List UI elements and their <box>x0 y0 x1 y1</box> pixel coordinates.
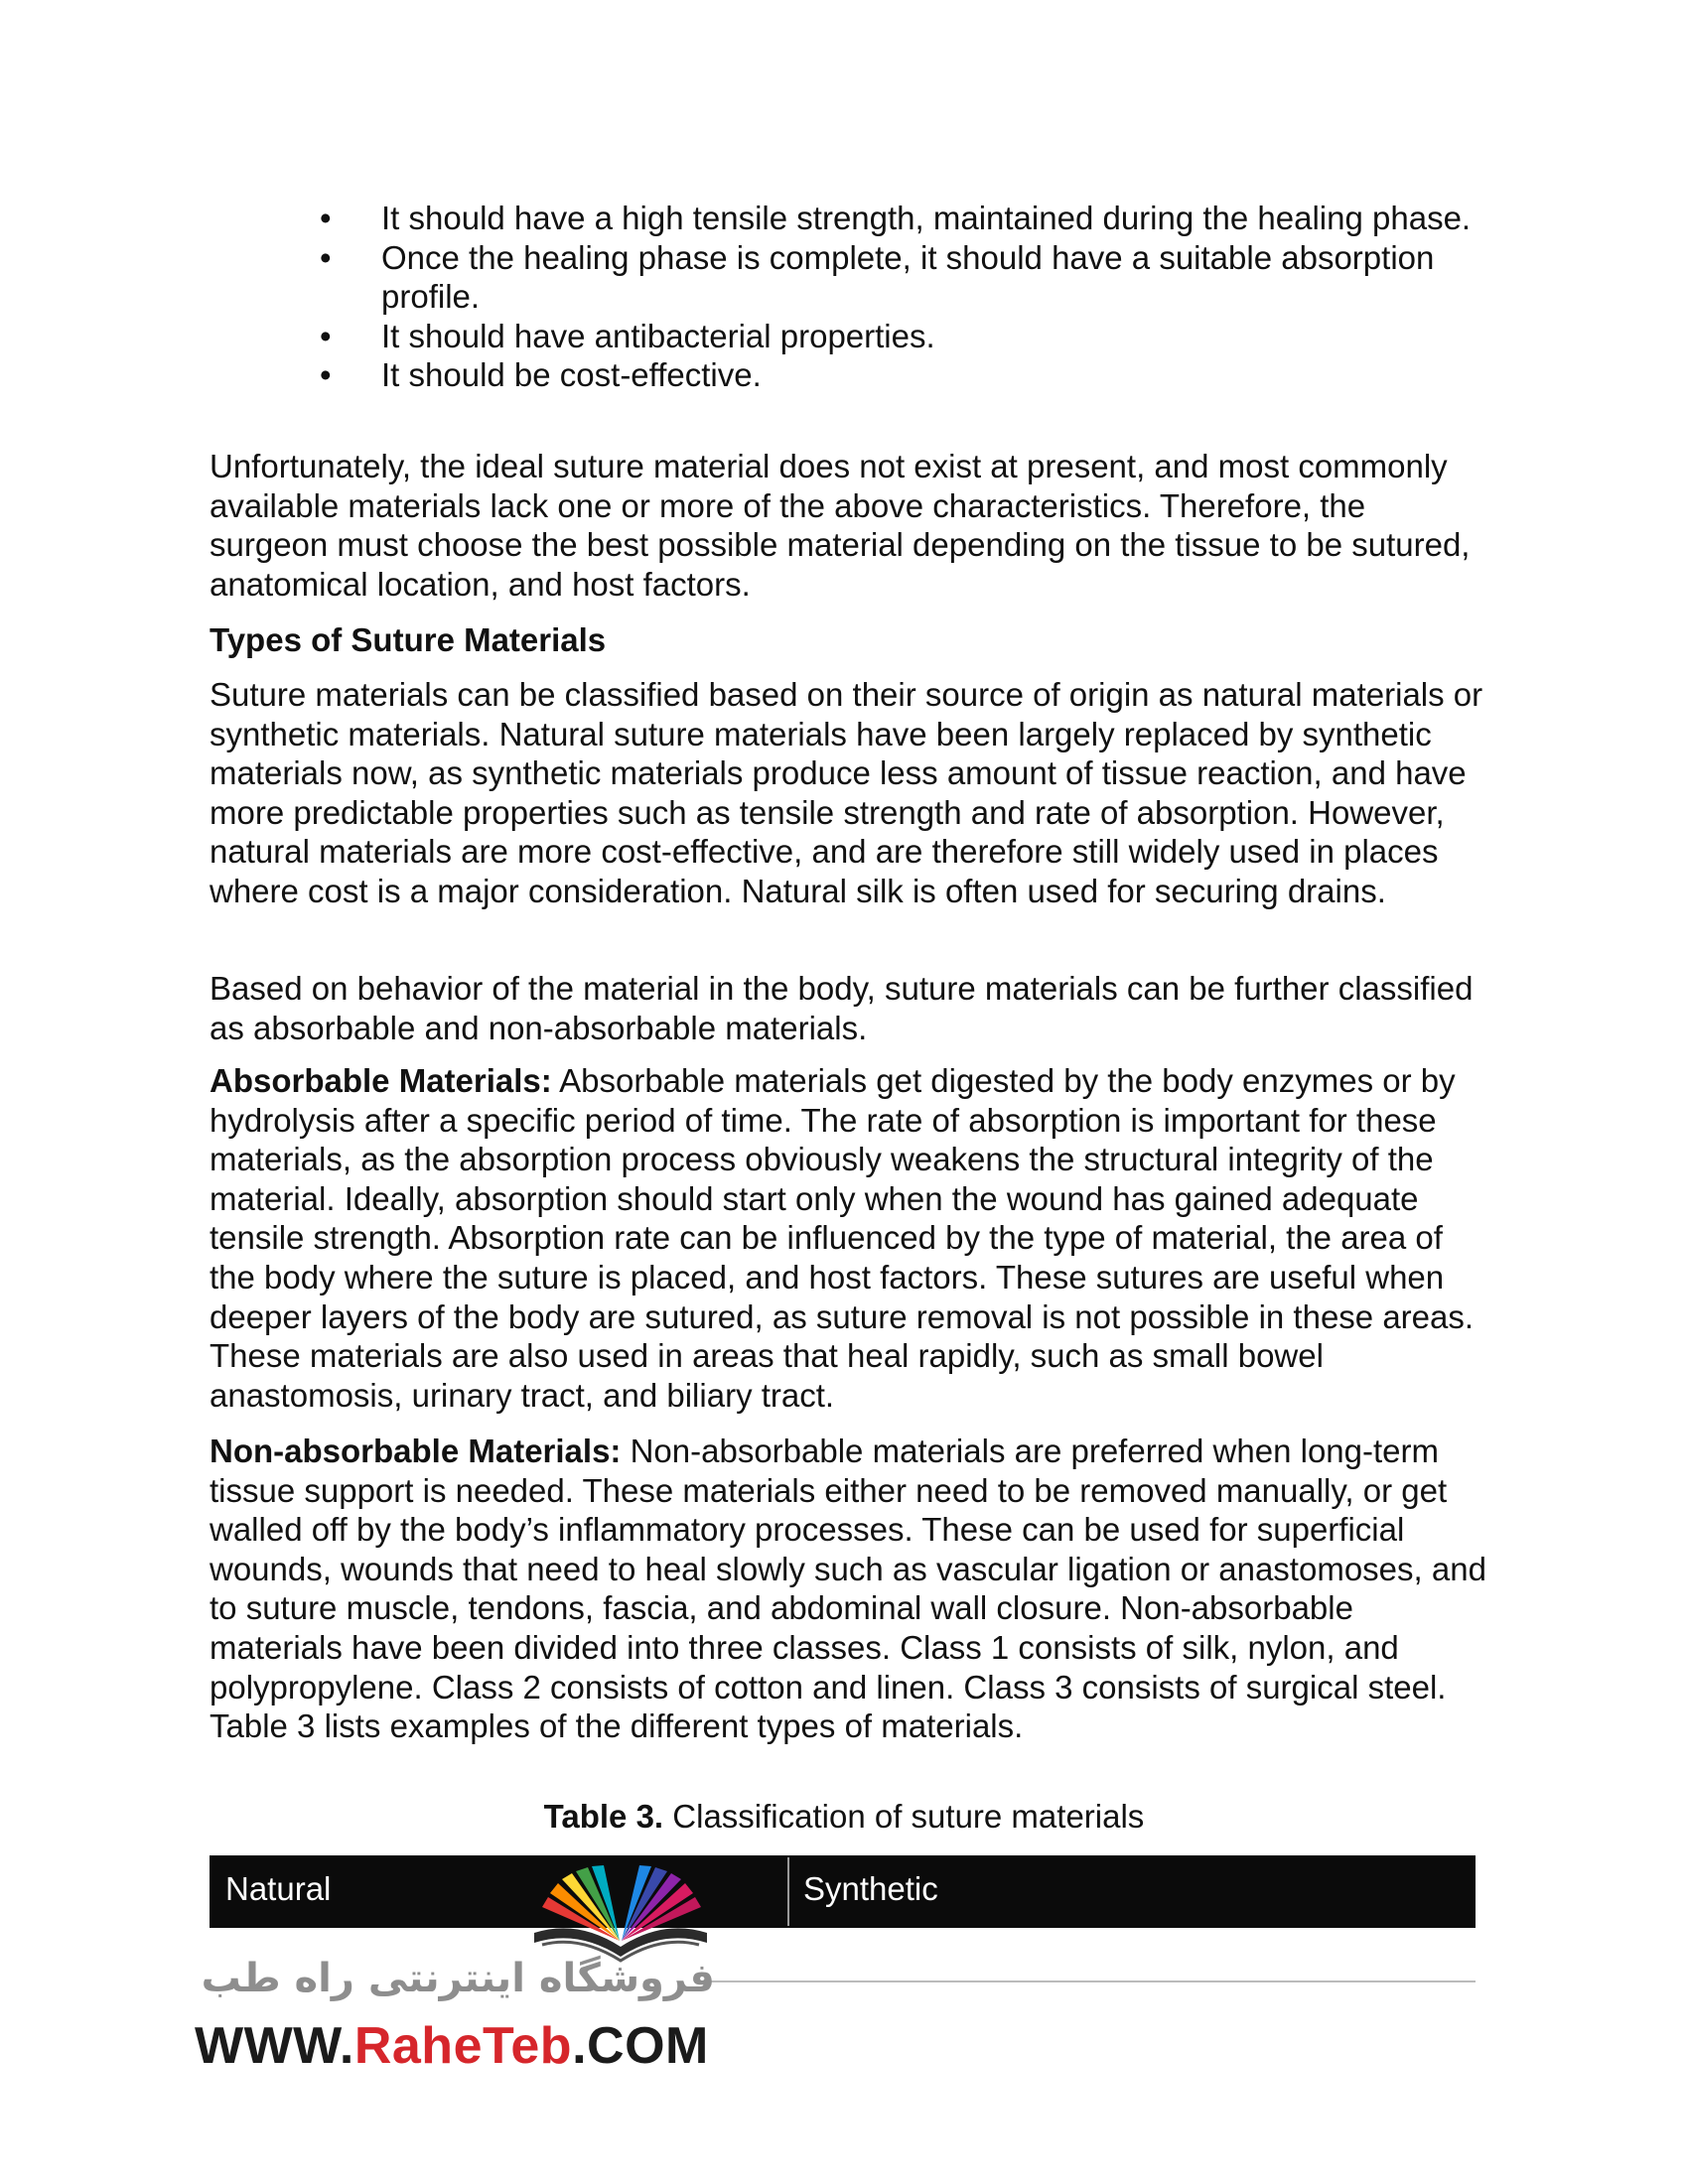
absorbable-label: Absorbable Materials: <box>210 1062 552 1099</box>
watermark-url: WWW.RaheTeb.COM <box>195 2017 709 2075</box>
list-item: • Once the healing phase is complete, it should have a suitable absorption profile. <box>320 238 1435 315</box>
bullet-icon: • <box>320 317 332 354</box>
non-absorbable-paragraph: Non-absorbable Materials: Non-absorbable materials are preferred when long-term tissue support is needed. These materials either need to be removed manually, or get walled off by the body’s inflammatory processes. These can be used for superficial wounds, wounds that need to heal slowly such as vascular ligation or anastomoses, and to suture muscle, tendons, fascia, and abdominal wall closure. Non-absorbable materials have been divided into three classes. Class 1 consists of silk, nylon, and polypropylene. Class 2 consists of cotton and linen. Class 3 consists of surgical steel. Table 3 lists examples of the different types of materials. <box>210 1433 1486 1745</box>
bullet-icon: • <box>320 356 332 393</box>
table-caption: Table 3. Classification of suture materials <box>543 1798 1145 1835</box>
table-header-row <box>210 1855 1476 1928</box>
behavior-paragraph: Based on behavior of the material in the body, suture materials can be further classified as absorbable and non-absorbable materials. <box>210 970 1474 1046</box>
watermark-persian-text: فروشگاه اینترنتی راه طب <box>201 1956 715 2001</box>
list-item: • It should have a high tensile strength, maintained during the healing phase. <box>320 200 1472 236</box>
section-heading: Types of Suture Materials <box>210 621 607 658</box>
bullet-icon: • <box>320 200 332 236</box>
table-header-natural: Natural <box>211 1857 789 1926</box>
origin-paragraph: Suture materials can be classified based on their source of origin as natural materials or synthetic materials. Natural suture materials have been largely replaced by synthetic materials now, as synthetic materials produce less amount of tissue reaction, and have more predictable properties such as tensile strength and rate of absorption. However, natural materials are more cost-effective, and are therefore still widely used in places where cost is a major consideration. Natural silk is often used for securing drains. <box>210 676 1483 909</box>
requirements-list <box>320 199 1472 395</box>
table-header-synthetic: Synthetic <box>803 1870 938 1907</box>
divider <box>706 1980 1476 1982</box>
intro-paragraph: Unfortunately, the ideal suture material does not exist at present, and most commonly available materials lack one or more of the above characteristics. Therefore, the surgeon must choose the best possible material depending on the tissue to be sutured, anatomical location, and host factors. <box>210 448 1471 603</box>
absorbable-paragraph: Absorbable Materials: Absorbable materials get digested by the body enzymes or by hydrolysis after a specific period of time. The rate of absorption is important for these materials, as the absorption process obviously weakens the structural integrity of the material. Ideally, absorption should start only when the wound has gained adequate tensile strength. Absorption rate can be influenced by the type of material, the area of the body where the suture is placed, and host factors. These sutures are useful when deeper layers of the body are sutured, as suture removal is not possible in these areas. These materials are also used in areas that heal rapidly, such as small bowel anastomosis, urinary tract, and biliary tract. <box>210 1062 1475 1414</box>
bullet-icon: • <box>320 238 332 276</box>
list-item: • It should be cost-effective. <box>320 356 762 393</box>
list-item: • It should have antibacterial properties. <box>320 317 935 354</box>
non-absorbable-label: Non-absorbable Materials: <box>210 1433 622 1469</box>
